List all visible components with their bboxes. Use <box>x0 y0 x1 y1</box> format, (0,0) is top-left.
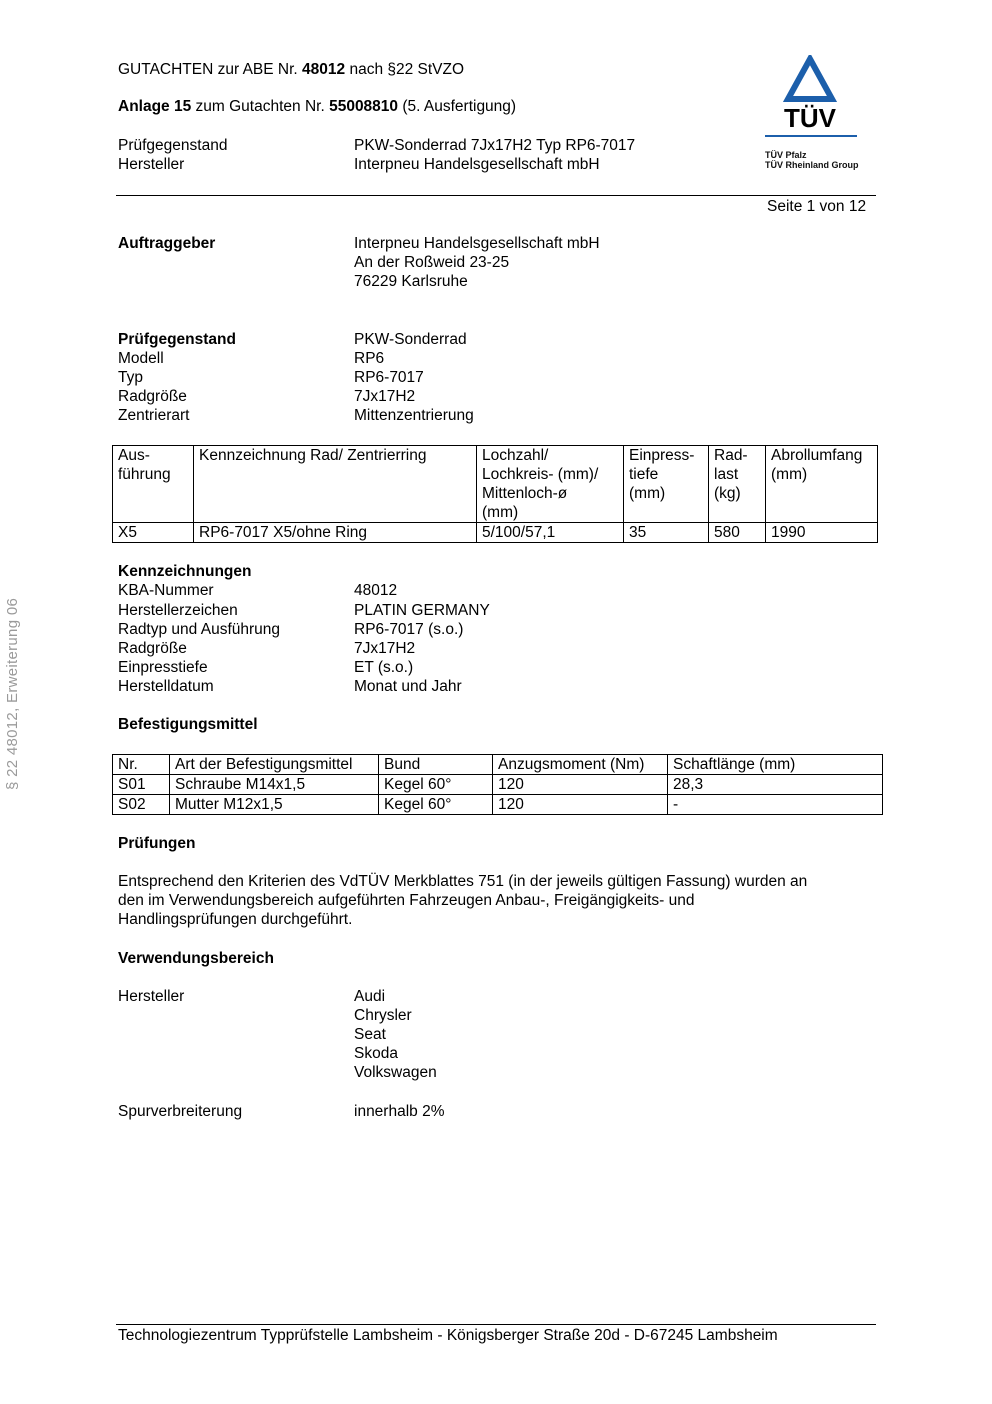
list-item: Volkswagen <box>354 1064 437 1081</box>
row-label: Einpresstiefe <box>118 659 208 676</box>
kennzeichnungen-heading: Kennzeichnungen <box>118 563 252 580</box>
logo-line-2: TÜV Rheinland Group <box>765 160 859 170</box>
hersteller-list <box>354 987 437 1082</box>
row-value: 7Jx17H2 <box>354 388 416 405</box>
pruefgegenstand-heading: Prüfgegenstand <box>118 331 236 348</box>
table-cell: Kegel 60° <box>379 775 493 795</box>
tuev-logo-text: TÜV <box>784 103 836 133</box>
table-header-cell: Bund <box>379 755 493 775</box>
list-item: Seat <box>354 1026 386 1043</box>
header-rule <box>116 195 876 196</box>
verwendungsbereich-heading: Verwendungsbereich <box>118 950 274 967</box>
row-value: 7Jx17H2 <box>354 640 416 657</box>
row-value: RP6-7017 <box>354 369 424 386</box>
tuev-logo-lines <box>765 150 859 170</box>
table-header-cell: Rad- last (kg) <box>709 446 766 523</box>
table-header-cell: Abrollumfang (mm) <box>766 446 878 523</box>
spur-value: innerhalb 2% <box>354 1103 445 1120</box>
footer-text: Technologiezentrum Typprüfstelle Lambsheim - Königsberger Straße 20d - D-67245 Lambsheim <box>118 1327 778 1344</box>
auftraggeber-heading: Auftraggeber <box>118 235 216 252</box>
table-cell: X5 <box>113 523 194 543</box>
row-value: RP6-7017 (s.o.) <box>354 621 464 638</box>
list-item: Audi <box>354 988 386 1005</box>
table-cell: S01 <box>113 775 170 795</box>
gutachten-number: 55008810 <box>329 98 399 115</box>
hersteller-label: Hersteller <box>118 988 185 1005</box>
table-cell: 5/100/57,1 <box>477 523 624 543</box>
row-value: PLATIN GERMANY <box>354 602 490 619</box>
wheel-table-header <box>113 446 878 523</box>
table-header-cell: Kennzeichnung Rad/ Zentrierring <box>194 446 477 523</box>
table-cell: S02 <box>113 795 170 815</box>
fastener-table <box>112 754 883 815</box>
side-note: § 22 48012, Erweiterung 06 <box>4 597 21 790</box>
row-label: Radgröße <box>118 388 187 405</box>
header-line-1 <box>118 60 464 79</box>
header-line-2-post: (5. Ausfertigung) <box>398 98 517 115</box>
auftraggeber-address <box>354 234 600 291</box>
pruefgegenstand-value: PKW-Sonderrad <box>354 331 467 348</box>
header-line-2 <box>118 97 516 116</box>
wheel-table <box>112 445 878 543</box>
table-cell: 28,3 <box>668 775 883 795</box>
meta-value: Interpneu Handelsgesellschaft mbH <box>354 156 600 173</box>
row-value: RP6 <box>354 350 385 367</box>
table-header-cell: Lochzahl/ Lochkreis- (mm)/ Mittenloch-ø (mm) <box>477 446 624 523</box>
table-header-cell: Schaftlänge (mm) <box>668 755 883 775</box>
row-label: Herstellerzeichen <box>118 602 238 619</box>
list-item: Chrysler <box>354 1007 412 1024</box>
table-cell: 35 <box>624 523 709 543</box>
meta-label: Hersteller <box>118 156 185 173</box>
row-label: Typ <box>118 369 143 386</box>
paragraph-line: Handlingsprüfungen durchgeführt. <box>118 911 353 928</box>
table-header-cell: Aus- führung <box>113 446 194 523</box>
row-value: Mittenzentrierung <box>354 407 474 424</box>
header-line-1-pre: GUTACHTEN zur ABE Nr. <box>118 61 303 78</box>
tuev-logo-bar <box>765 135 857 137</box>
table-header-cell: Anzugsmoment (Nm) <box>493 755 668 775</box>
paragraph-line: Entsprechend den Kriterien des VdTÜV Merkblattes 751 (in der jeweils gültigen Fassung) wurden an <box>118 873 808 890</box>
row-label: Radtyp und Ausführung <box>118 621 281 638</box>
table-cell: 1990 <box>766 523 878 543</box>
fastener-table-header <box>113 755 883 775</box>
table-row <box>113 775 883 795</box>
table-cell: Schraube M14x1,5 <box>170 775 379 795</box>
address-line: Interpneu Handelsgesellschaft mbH <box>354 235 600 252</box>
logo-line-1: TÜV Pfalz <box>765 150 807 160</box>
meta-value: PKW-Sonderrad 7Jx17H2 Typ RP6-7017 <box>354 137 636 154</box>
row-value: 48012 <box>354 582 398 599</box>
meta-label: Prüfgegenstand <box>118 137 228 154</box>
table-cell: 580 <box>709 523 766 543</box>
befestigung-heading: Befestigungsmittel <box>118 716 258 733</box>
row-label: Zentrierart <box>118 407 190 424</box>
header-line-1-post: nach §22 StVZO <box>345 61 465 78</box>
table-header-cell: Nr. <box>113 755 170 775</box>
row-value: ET (s.o.) <box>354 659 414 676</box>
page-number: Seite 1 von 12 <box>767 198 867 215</box>
table-cell: Kegel 60° <box>379 795 493 815</box>
pruefungen-heading: Prüfungen <box>118 835 196 852</box>
table-cell: RP6-7017 X5/ohne Ring <box>194 523 477 543</box>
row-label: Modell <box>118 350 164 367</box>
table-row <box>113 523 878 543</box>
address-line: An der Roßweid 23-25 <box>354 254 510 271</box>
address-line: 76229 Karlsruhe <box>354 273 468 290</box>
table-cell: 120 <box>493 795 668 815</box>
paragraph-line: den im Verwendungsbereich aufgeführten Fahrzeugen Anbau-, Freigängigkeits- und <box>118 892 695 909</box>
header-line-2-mid: zum Gutachten Nr. <box>191 98 330 115</box>
table-row <box>113 795 883 815</box>
table-header-cell: Art der Befestigungsmittel <box>170 755 379 775</box>
table-header-cell: Einpress- tiefe (mm) <box>624 446 709 523</box>
table-cell: Mutter M12x1,5 <box>170 795 379 815</box>
row-value: Monat und Jahr <box>354 678 462 695</box>
pruefungen-text <box>118 872 807 929</box>
anlage-label: Anlage 15 <box>118 98 192 115</box>
row-label: Herstelldatum <box>118 678 214 695</box>
spur-label: Spurverbreiterung <box>118 1103 243 1120</box>
list-item: Skoda <box>354 1045 398 1062</box>
row-label: KBA-Nummer <box>118 582 214 599</box>
abe-number: 48012 <box>302 61 346 78</box>
footer-rule <box>116 1324 876 1325</box>
table-cell: 120 <box>493 775 668 795</box>
table-cell: - <box>668 795 883 815</box>
row-label: Radgröße <box>118 640 187 657</box>
